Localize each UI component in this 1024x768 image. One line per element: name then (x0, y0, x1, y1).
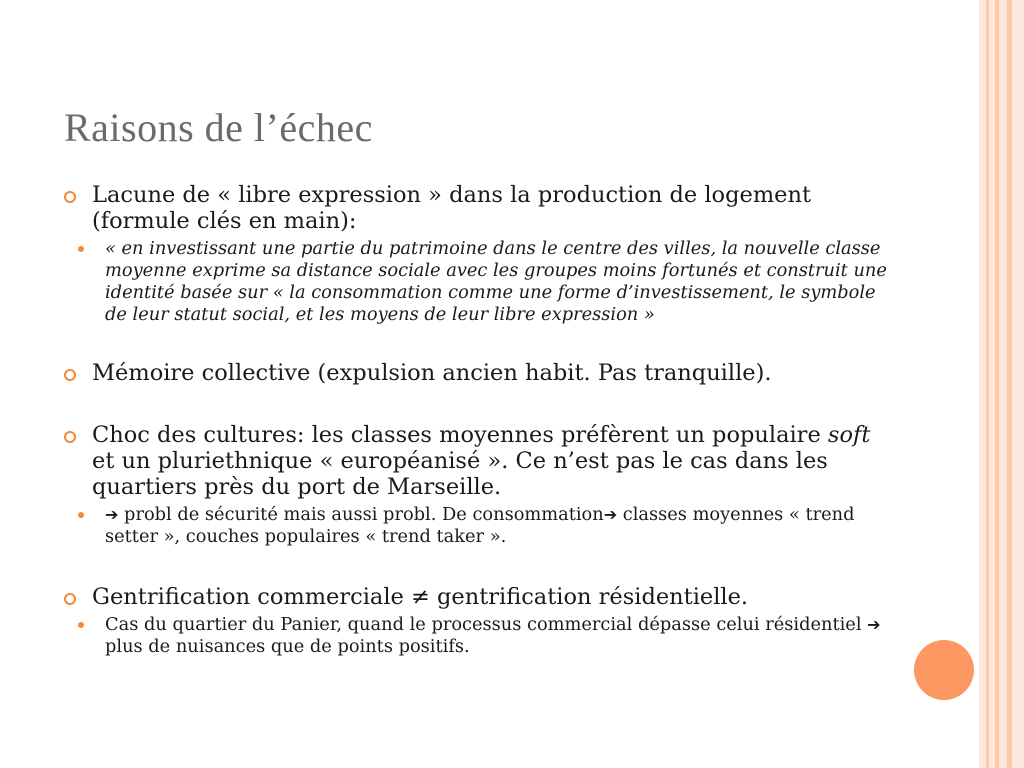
sub-bullet-text: classes moyennes « trend setter », couches populaires « trend taker ». (105, 504, 855, 547)
slide-title: Raisons de l’échec (64, 105, 373, 150)
stripe (1012, 0, 1024, 768)
sub-bullet-text: plus de nuisances que de points positifs. (105, 636, 470, 657)
sub-bullet-text: « en investissant une partie du patrimoine dans le centre des villes, la nouvelle classe moyenne exprime sa distance sociale avec les groupes moins fortunés et construit une identité basée sur « la consommation comme une forme d’investissement, le symbole de leur statut social, et les moyens de leur libre expression » (105, 238, 887, 325)
sub-bullet-text: Cas du quartier du Panier, quand le processus commercial dépasse celui résidentiel (105, 614, 868, 635)
bullet-item (64, 182, 894, 234)
bullet-text: et un pluriethnique « européanisé ». Ce n’est pas le cas dans les quartiers près du port de Marseille. (92, 448, 828, 500)
bullet-text: Mémoire collective (expulsion ancien habit. Pas tranquille). (92, 360, 772, 386)
stripe (999, 0, 1007, 768)
sub-bullet-item (64, 504, 894, 548)
decorative-stripes (979, 0, 1024, 768)
bullet-text-italic: soft (827, 422, 871, 448)
sub-bullet-item (64, 614, 894, 658)
bullet-item (64, 360, 894, 386)
bullet-dot-icon (78, 512, 84, 518)
arrow-right-icon: ➔ (603, 505, 618, 524)
decorative-circle (914, 640, 974, 700)
bullet-text: Choc des cultures: les classes moyennes préfèrent un populaire (92, 422, 828, 448)
bullet-dot-icon (78, 246, 84, 252)
sub-bullet-text: probl de sécurité mais aussi probl. De consommation (118, 504, 604, 525)
sub-bullet-item (64, 238, 894, 326)
bullet-ring-icon (64, 191, 76, 203)
bullet-item (64, 584, 894, 610)
arrow-right-icon: ➔ (105, 505, 119, 524)
stripe (979, 0, 986, 768)
bullet-dot-icon (78, 622, 84, 628)
arrow-right-icon: ➔ (867, 615, 881, 634)
bullet-ring-icon (64, 369, 76, 381)
bullet-text: Lacune de « libre expression » dans la production de logement (formule clés en main): (92, 182, 812, 234)
bullet-ring-icon (64, 593, 76, 605)
slide-content (64, 182, 894, 658)
bullet-text: Gentrification commerciale ≠ gentrification résidentielle. (92, 584, 749, 610)
bullet-ring-icon (64, 431, 76, 443)
bullet-item (64, 422, 894, 500)
